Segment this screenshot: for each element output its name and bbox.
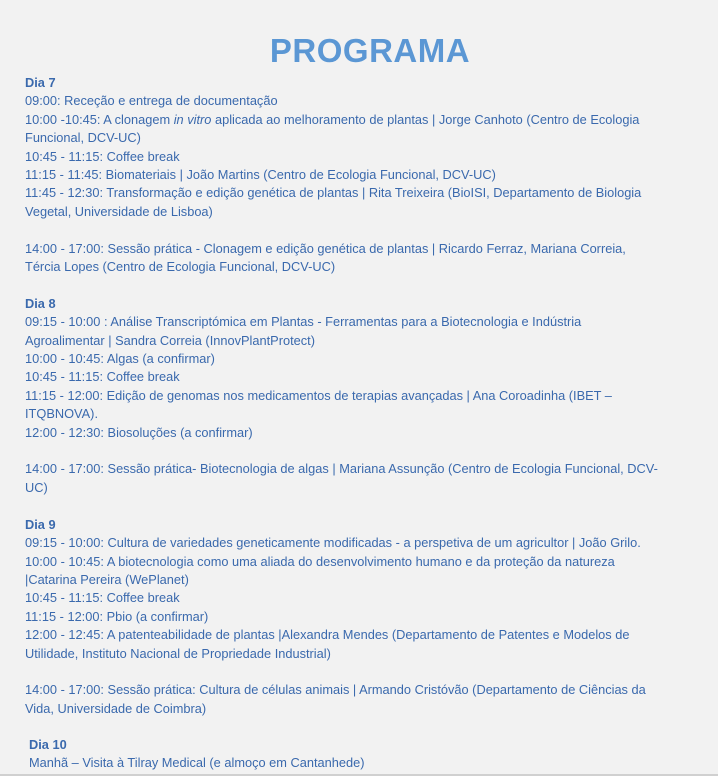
schedule-line: 12:00 - 12:30: Biosoluções (a confirmar) — [25, 424, 253, 440]
schedule-line: 10:45 - 11:15: Coffee break — [25, 369, 180, 385]
day-section — [25, 516, 711, 718]
schedule-line: Vida, Universidade de Coimbra) — [25, 700, 207, 716]
page-title: PROGRAMA — [269, 32, 471, 69]
line-part: aplicada ao melhoramento de plantas | Jorge Canhoto (Centro de Ecologia — [211, 111, 640, 127]
schedule-line: 12:00 - 12:45: A patenteabilidade de plantas |Alexandra Mendes (Departamento de Patentes e Modelos de — [25, 627, 630, 643]
schedule-line: 11:15 - 12:00: Edição de genomas nos medicamentos de terapias avançadas | Ana Coroadinha (IBET – — [25, 387, 612, 403]
schedule-line: 11:45 - 12:30: Transformação e edição genética de plantas | Rita Treixeira (BioISI, Departamento de Biologia — [25, 185, 642, 201]
schedule-line: Vegetal, Universidade de Lisboa) — [25, 203, 213, 219]
line-part: 10:00 -10:45: A clonagem — [25, 111, 174, 127]
schedule-line: |Catarina Pereira (WePlanet) — [25, 571, 189, 587]
day-heading: Dia 8 — [25, 295, 56, 311]
schedule-line: 10:45 - 11:15: Coffee break — [25, 148, 180, 164]
schedule-line: 10:00 - 10:45: A biotecnologia como uma aliada do desenvolvimento humano e da proteção da natureza — [25, 553, 615, 569]
day-section — [25, 295, 711, 516]
schedule-line: Funcional, DCV-UC) — [25, 130, 141, 146]
schedule-line — [25, 111, 711, 129]
schedule-line: 14:00 - 17:00: Sessão prática - Clonagem e edição genética de plantas | Ricardo Ferraz, Mariana Correia, — [25, 240, 626, 256]
blank-line — [25, 221, 711, 239]
day-heading: Dia 9 — [25, 516, 56, 532]
day-heading: Dia 10 — [29, 737, 67, 752]
schedule-line: 11:15 - 12:00: Pbio (a confirmar) — [25, 608, 209, 624]
schedule-line: 14:00 - 17:00: Sessão prática- Biotecnologia de algas | Mariana Assunção (Centro de Ecologia Funcional, DCV- — [25, 461, 658, 477]
schedule-line: Agroalimentar | Sandra Correia (InnovPlantProtect) — [25, 332, 315, 348]
schedule-line: 09:15 - 10:00 : Análise Transcriptómica em Plantas - Ferramentas para a Biotecnologia e Indústria — [25, 314, 582, 330]
section-gap — [25, 497, 711, 515]
schedule-line: 10:45 - 11:15: Coffee break — [25, 590, 180, 606]
schedule-line: Tércia Lopes (Centro de Ecologia Funcional, DCV-UC) — [25, 259, 336, 275]
schedule-line: UC) — [25, 479, 48, 495]
schedule-line: 11:15 - 11:45: Biomateriais | João Martins (Centro de Ecologia Funcional, DCV-UC) — [25, 167, 496, 183]
blank-line — [25, 442, 711, 460]
schedule-line: ITQBNOVA). — [25, 406, 98, 422]
schedule-line: 14:00 - 17:00: Sessão prática: Cultura de células animais | Armando Cristóvão (Departamento de Ciências da — [25, 682, 646, 698]
program-body — [25, 74, 711, 718]
schedule-line: 09:15 - 10:00: Cultura de variedades geneticamente modificadas - a perspetiva de um agricultor | João Grilo. — [25, 535, 641, 551]
schedule-line: 09:00: Receção e entrega de documentação — [25, 93, 278, 109]
day-heading: Dia 7 — [25, 75, 56, 90]
blank-line — [25, 663, 711, 681]
italic-term: in vitro — [173, 111, 212, 127]
schedule-line: Utilidade, Instituto Nacional de Propriedade Industrial) — [25, 645, 331, 661]
section-gap — [25, 276, 711, 294]
schedule-line: Manhã – Visita à Tilray Medical (e almoço em Cantanhede) — [29, 755, 365, 771]
day-10-section — [29, 736, 365, 773]
day-section — [25, 74, 711, 295]
schedule-line: 10:00 - 10:45: Algas (a confirmar) — [25, 351, 215, 367]
